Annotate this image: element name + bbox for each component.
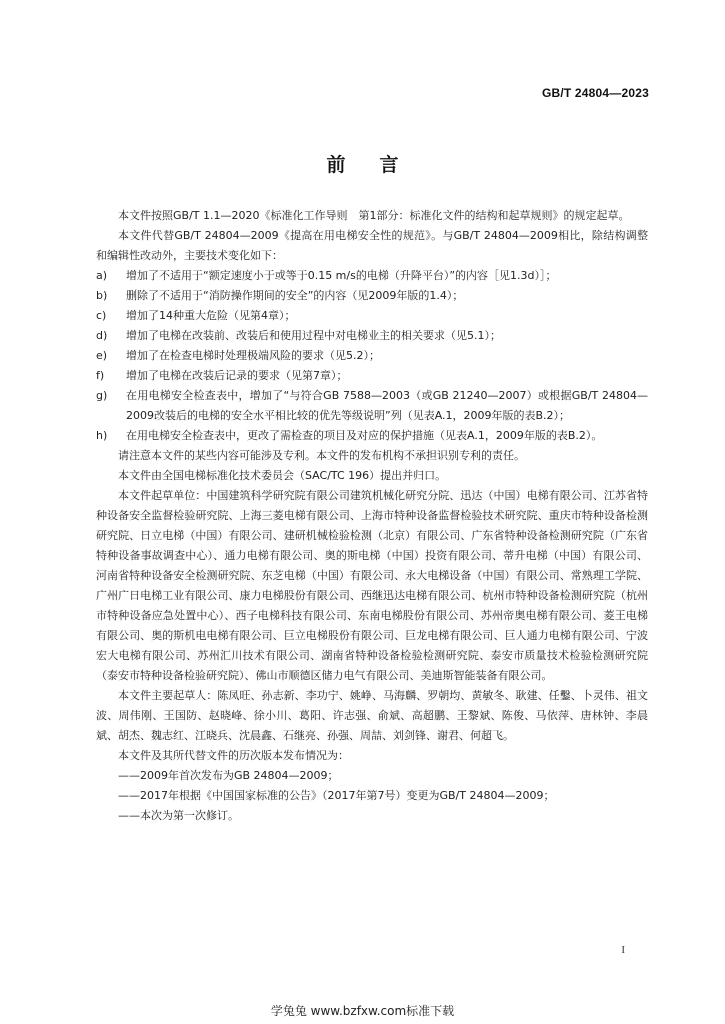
list-item-label: e) xyxy=(96,349,108,362)
list-item xyxy=(96,386,648,426)
list-item-text: 在用电梯安全检查表中，更改了需检查的项目及对应的保护措施（见表A.1，2009年版的表B.2）。 xyxy=(126,429,603,442)
list-item xyxy=(96,326,648,346)
list-item-label: h) xyxy=(96,429,108,442)
list-item-text: 增加了电梯在改装前、改装后和使用过程中对电梯业主的相关要求（见5.1）； xyxy=(126,329,501,342)
history-item: ——2009年首次发布为GB 24804—2009； xyxy=(118,769,339,782)
paragraph: 请注意本文件的某些内容可能涉及专利。本文件的发布机构不承担识别专利的责任。 xyxy=(118,449,525,462)
list-item xyxy=(96,366,648,386)
standard-code: GB/T 24804—2023 xyxy=(541,86,649,100)
paragraph: 本文件代替GB/T 24804—2009《提高在用电梯安全性的规范》。与GB/T 24804—2009相比，除结构调整和编辑性改动外，主要技术变化如下： xyxy=(96,229,648,262)
page-title: 前言 xyxy=(326,154,433,176)
document-body xyxy=(96,206,648,826)
list-item-text: 增加了电梯在改装后记录的要求（见第7章）； xyxy=(126,369,348,382)
list-item-text: 增加了在检查电梯时处理极端风险的要求（见5.2）； xyxy=(126,349,380,362)
list-item-label: c) xyxy=(96,309,107,322)
list-item-label: b) xyxy=(96,289,108,302)
list-item xyxy=(96,426,648,446)
list-item xyxy=(96,306,648,326)
history-item: ——2017年根据《中国国家标准的公告》（2017年第7号）变更为GB/T 24804—2009； xyxy=(118,789,555,802)
list-item-text: 在用电梯安全检查表中，增加了“与符合GB 7588—2003（或GB 21240—2007）或根据GB/T 24804—2009改装后的电梯的安全水平相比较的优先等级说明”列（见表A.1，2009年版的表B.2）； xyxy=(126,389,648,422)
paragraph: 本文件按照GB/T 1.1—2020《标准化工作导则 第1部分：标准化文件的结构和起草规则》的规定起草。 xyxy=(118,209,630,222)
list-item-text: 增加了不适用于“额定速度小于或等于0.15 m/s的电梯（升降平台）”的内容［见1.3d）］； xyxy=(126,269,557,282)
paragraph: 本文件主要起草人：陈凤旺、孙志新、李功宁、姚峥、马海麟、罗朝均、黄敏冬、耿建、任鑿、卜灵伟、祖文波、周伟刚、王国防、赵晓峰、徐小川、葛阳、许志强、俞斌、高超鹏、王黎斌、陈俊、马依萍、唐林钟、李晨斌、胡杰、魏志红、江晓兵、沈晨鑫、石继亮、孙强、周喆、刘剑锋、谢君、何超飞。 xyxy=(96,689,648,742)
footer-watermark: 学兔兔 www.bzfxw.com标准下载 xyxy=(270,1004,455,1018)
page-number: I xyxy=(621,944,625,956)
paragraph: 本文件及其所代替文件的历次版本发布情况为： xyxy=(118,749,349,762)
list-item-label: f) xyxy=(96,369,105,382)
paragraph: 本文件由全国电梯标准化技术委员会（SAC/TC 196）提出并归口。 xyxy=(118,469,447,482)
list-item xyxy=(96,346,648,366)
list-item xyxy=(96,266,648,286)
list-item-text: 增加了14种重大危险（见第4章）； xyxy=(126,309,296,322)
list-item-label: a) xyxy=(96,269,108,282)
list-item-text: 删除了不适用于“消防操作期间的安全”的内容（见2009年版的1.4）； xyxy=(126,289,464,302)
paragraph: 本文件起草单位：中国建筑科学研究院有限公司建筑机械化研究分院、迅达（中国）电梯有限公司、江苏省特种设备安全监督检验研究院、上海三菱电梯有限公司、上海市特种设备监督检验技术研究院、重庆市特种设备检测研究院、日立电梯（中国）有限公司、建研机械检验检测（北京）有限公司、广东省特种设备检测研究院（广东省特种设备事故调查中心）、通力电梯有限公司、奥的斯电梯（中国）投资有限公司、蒂升电梯（中国）有限公司、河南省特种设备安全检测研究院、东芝电梯（中国）有限公司、永大电梯设备（中国）有限公司、常熟理工学院、广州广日电梯工业有限公司、康力电梯股份有限公司、西继迅达电梯有限公司、杭州市特种设备检测研究院（杭州市特种设备应急处置中心）、西子电梯科技有限公司、东南电梯股份有限公司、苏州帝奥电梯有限公司、菱王电梯有限公司、奥的斯机电电梯有限公司、巨立电梯股份有限公司、巨龙电梯有限公司、巨人通力电梯有限公司、宁波宏大电梯有限公司、苏州汇川技术有限公司、湖南省特种设备检验检测研究院、泰安市质量技术检验检测研究院（泰安市特种设备检验研究院）、佛山市顺德区储力电气有限公司、美迪斯智能装备有限公司。 xyxy=(96,489,648,682)
list-item-label: d) xyxy=(96,329,108,342)
list-item-label: g) xyxy=(96,389,108,402)
history-item: ——本次为第一次修订。 xyxy=(118,809,239,822)
list-item xyxy=(96,286,648,306)
